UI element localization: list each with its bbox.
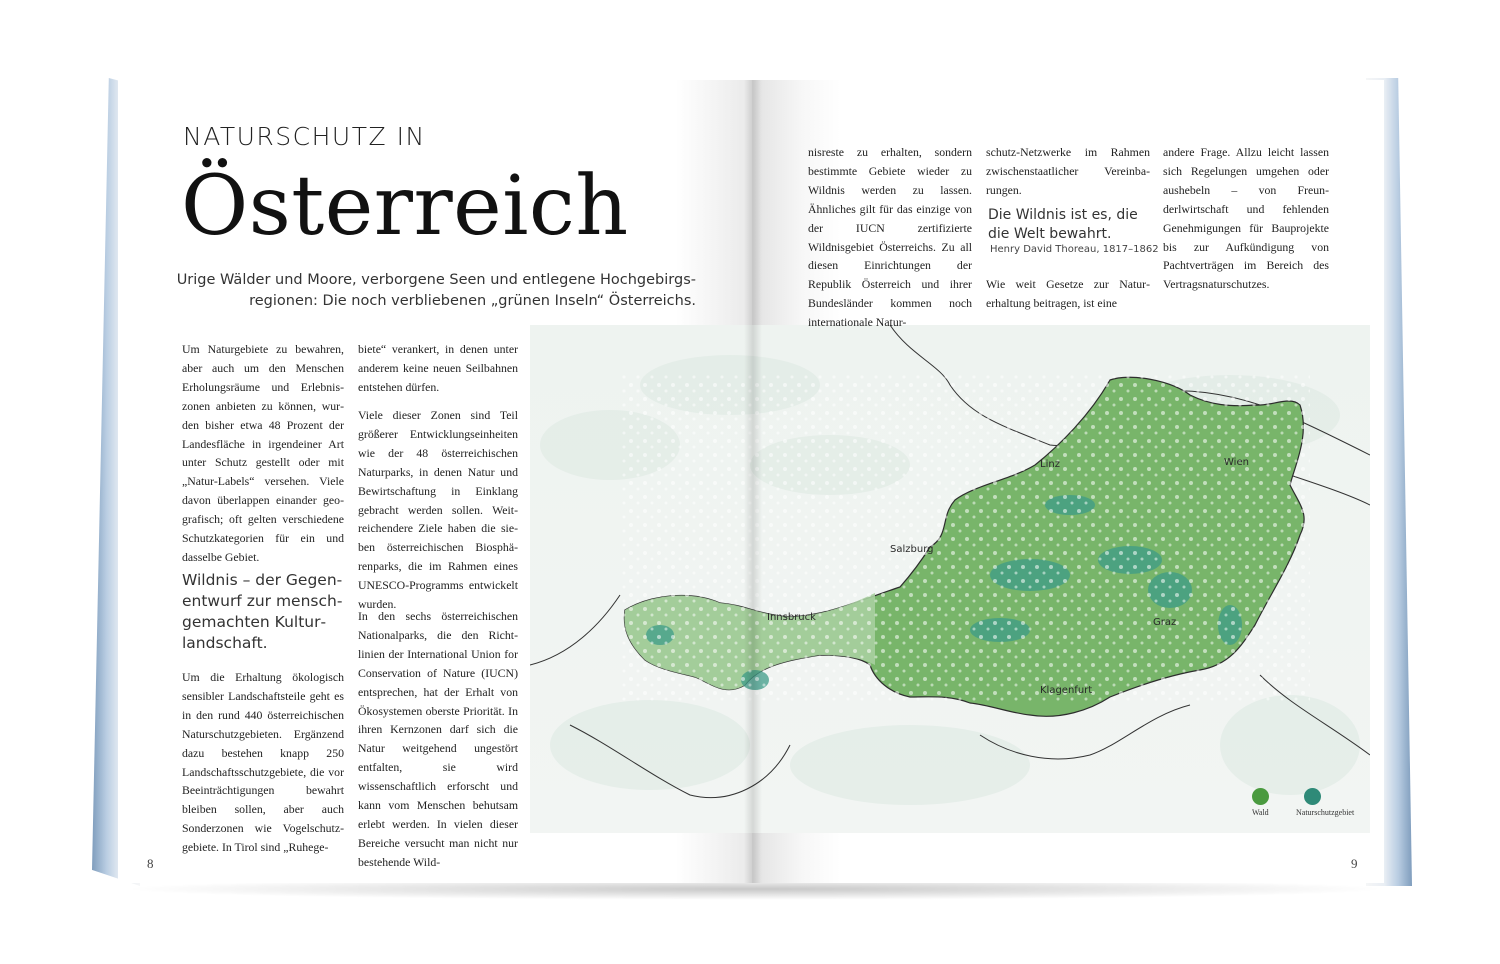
city-wien: Wien [1224, 457, 1249, 468]
legend-wald-swatch [1252, 788, 1269, 805]
page-number-left: 8 [147, 856, 154, 871]
paragraph: Viele dieser Zonen sind Teil größerer Entwicklungseinheiten wie der 48 österreichischen Naturparks, in denen Natur und Bewirtschaftung in Einklang gebracht werden sollen. Weitreichendere Ziele haben die sieben österreichischen Biosphärenparks, die im Rahmen eines UNESCO-Programms entwickelt wurden. [358, 408, 518, 612]
city-salzburg: Salzburg [890, 544, 934, 555]
forest-texture [620, 375, 1310, 705]
section-subhead: Wildnis – der Gegenentwurf zur menschgemachten Kulturlandschaft. [182, 571, 343, 652]
legend-wald-label: Wald [1252, 808, 1269, 817]
city-klagenfurt: Klagenfurt [1040, 685, 1093, 696]
page-subtitle: Urige Wälder und Moore, verborgene Seen und entlegene Hochgebirgsregionen: Die noch verbliebenen „grünen Inseln“ Österreichs. [176, 272, 696, 309]
paragraph: Wie weit Gesetze zur Naturerhaltung beitragen, ist eine [986, 277, 1150, 310]
right-column-3 [1163, 143, 1329, 294]
page-kicker: NATURSCHUTZ IN [183, 122, 426, 151]
austria-map [530, 325, 1370, 833]
city-graz: Graz [1153, 617, 1177, 628]
city-innsbruck: Innsbruck [767, 612, 816, 623]
left-column-2-top [358, 340, 518, 397]
paragraph: biete“ verankert, in denen unter anderem keine neuen Seilbahnen entstehen dürfen. [358, 342, 518, 394]
right-column-2 [986, 143, 1150, 200]
legend-naturschutz-swatch [1304, 788, 1321, 805]
paragraph: Um die Erhaltung ökologisch sensibler Landschaftsteile geht es in den rund 440 österreichischen Naturschutzgebieten. Ergänzend dazu bestehen knapp 250 Landschaftsschutzgebiete, die vor Beeinträchtigungen bewahrt bleiben sollen, aber auch Sonderzonen wie Vogelschutzgebiete. In Tirol sind „Ruhege- [182, 670, 344, 855]
right-column-2-bottom [986, 275, 1150, 313]
left-column-1-intro [182, 340, 344, 567]
left-column-1-body [182, 668, 344, 857]
page-title: Österreich [181, 159, 629, 254]
paragraph: nisreste zu erhalten, sondern bestimmte Gebiete wieder zu Wildnis werden zu lassen. Ähnliches gilt für das einzige von der IUCN zertifizierte Wildnisgebiet Österreichs. Zu all diesen Einrichtungen der Republik Österreich und ihrer Bundesländer kommen noch internationale Natur- [808, 145, 972, 330]
paragraph: andere Frage. Allzu leicht lassen sich Regelungen umgehen oder aushebeln – von Freunderlwirtschaft und fehlenden Genehmigungen für Bauprojekte bis zur Aufkündigung von Pachtverträgen im Bereich des Vertragsnaturschutzes. [1163, 145, 1329, 292]
pull-quote: Die Wildnis ist es, die die Welt bewahrt. [988, 207, 1138, 242]
page-number-right: 9 [1351, 856, 1358, 871]
city-linz: Linz [1040, 459, 1060, 470]
pull-quote-source: Henry David Thoreau, 1817–1862 [990, 244, 1159, 255]
paragraph: Um Naturgebiete zu bewahren, aber auch um den Menschen Erholungsräume und Erlebniszonen anbieten zu können, wurden bisher etwa 48 Prozent der Landesfläche in irgendeiner Art unter Schutz gestellt oder mit „Natur-Labels“ versehen. Viele davon überlappen einander geografisch; oft gelten verschiedene Schutzkategorien für ein und dasselbe Gebiet. [182, 342, 344, 564]
legend-naturschutz-label: Naturschutzgebiet [1296, 808, 1355, 817]
right-column-1 [808, 143, 972, 332]
book-gutter [744, 80, 762, 883]
left-column-2-middle [358, 406, 518, 614]
paragraph: schutz-Netzwerke im Rahmen zwischenstaatlicher Vereinbarungen. [986, 145, 1150, 197]
paragraph: In den sechs österreichischen Nationalparks, die den Richtlinien der International Union for Conservation of Nature (IUCN) entsprechen, hat der Erhalt von Ökosystemen oberste Priorität. In ihren Kernzonen darf sich die Natur weitgehend ungestört entfalten, sie wird wissenschaftlich erforscht und kann vom Menschen behutsam erlebt werden. In vielen dieser Bereiche versucht man nicht nur bestehende Wild- [358, 609, 518, 869]
left-column-2-bottom [358, 607, 518, 872]
